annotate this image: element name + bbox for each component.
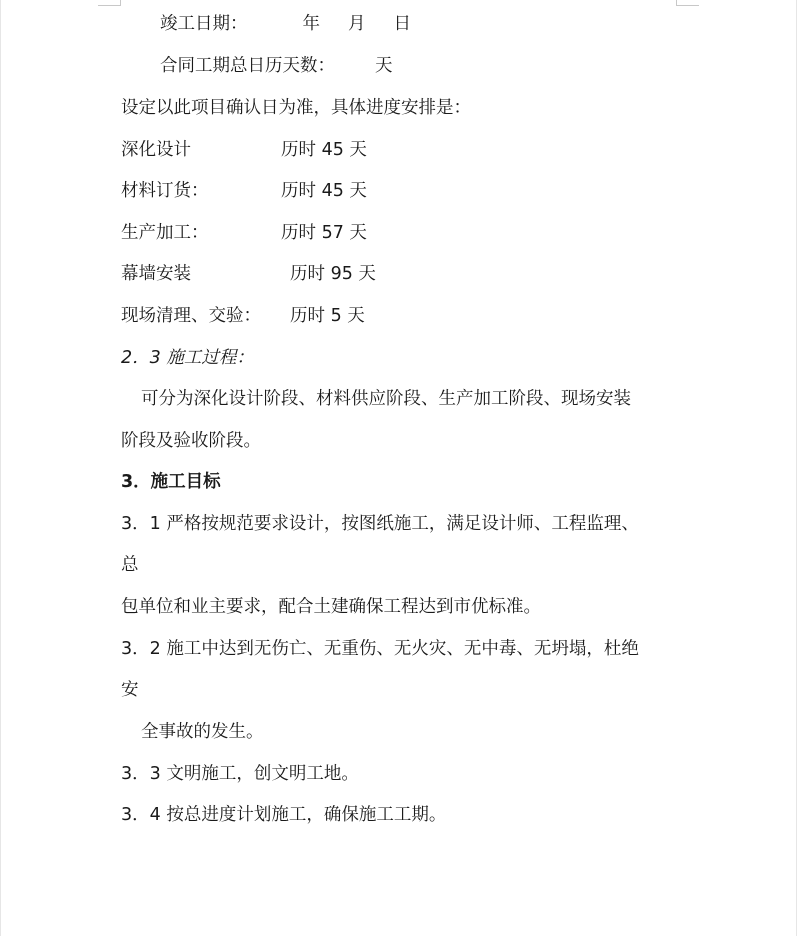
schedule-intro: 设定以此项目确认日为准，具体进度安排是： <box>121 98 471 118</box>
phase-row <box>121 262 191 286</box>
paragraph-line: 3．3 文明施工，创文明工地。 <box>121 764 359 784</box>
phase-name: 幕墙安装 <box>121 264 191 284</box>
days-unit: 天 <box>375 56 393 76</box>
phase-duration: 历时 57 天 <box>281 223 367 243</box>
phase-name: 材料订货： <box>121 181 209 201</box>
paragraph-line: 3．4 按总进度计划施工，确保施工工期。 <box>121 805 447 825</box>
paragraph-line: 3．1 严格按规范要求设计，按图纸施工，满足设计师、工程监理、 <box>121 514 639 534</box>
crop-mark-top-right <box>676 0 699 6</box>
phase-name: 现场清理、交验： <box>121 306 261 326</box>
total-days-label: 合同工期总日历天数： <box>160 56 335 76</box>
paragraph-line: 安 <box>121 680 139 700</box>
phase-row <box>121 179 209 203</box>
day-label: 日 <box>393 14 411 34</box>
paragraph-line: 包单位和业主要求，配合土建确保工程达到市优标准。 <box>121 597 541 617</box>
phase-name: 生产加工： <box>121 223 209 243</box>
phase-row <box>121 221 209 245</box>
phase-name: 深化设计 <box>121 140 191 160</box>
paragraph-line: 3．2 施工中达到无伤亡、无重伤、无火灾、无中毒、无坍塌，杜绝 <box>121 639 639 659</box>
completion-date-line <box>160 12 411 36</box>
crop-mark-top-left <box>98 0 121 6</box>
phase-row <box>121 138 191 162</box>
page-left-edge <box>0 0 1 936</box>
paragraph-line: 阶段及验收阶段。 <box>121 431 261 451</box>
year-label: 年 <box>302 14 320 34</box>
completion-date-label: 竣工日期： <box>160 14 248 34</box>
phase-row <box>121 304 261 328</box>
phase-duration: 历时 95 天 <box>290 264 376 284</box>
phase-duration: 历时 45 天 <box>281 181 367 201</box>
section-heading: 3．施工目标 <box>121 472 221 492</box>
month-label: 月 <box>348 14 366 34</box>
paragraph-line: 可分为深化设计阶段、材料供应阶段、生产加工阶段、现场安装 <box>141 389 631 409</box>
paragraph-line: 全事故的发生。 <box>141 722 264 742</box>
section-heading: 2．3 施工过程： <box>121 348 254 368</box>
phase-duration: 历时 45 天 <box>281 140 367 160</box>
total-days-line <box>160 54 393 78</box>
paragraph-line: 总 <box>121 555 139 575</box>
phase-duration: 历时 5 天 <box>290 306 365 326</box>
